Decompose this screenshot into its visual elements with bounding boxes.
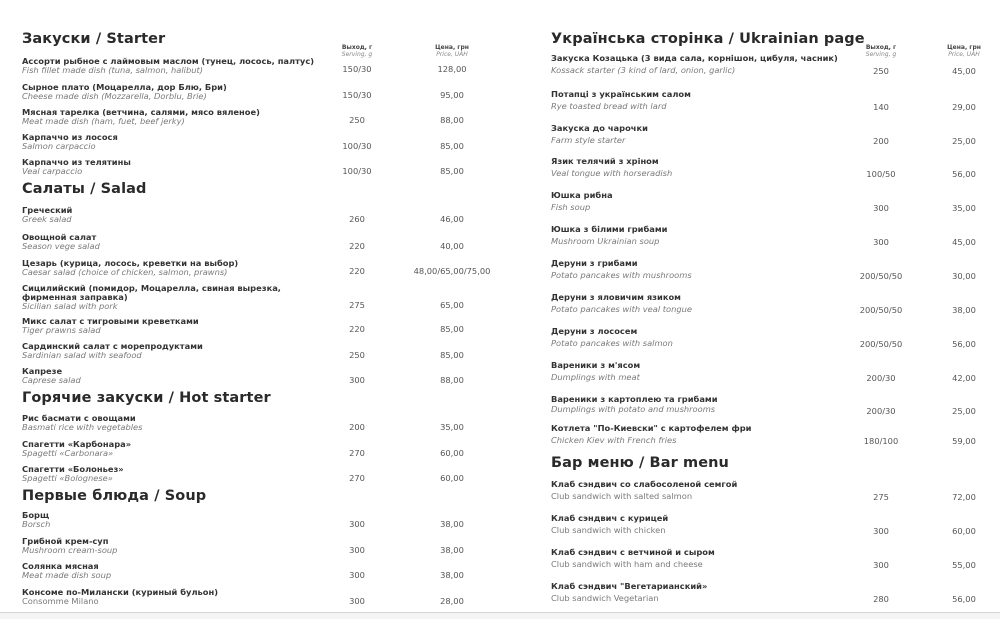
item-serving: 200 xyxy=(873,136,889,146)
item-name-en: Basmati rice with vegetables xyxy=(22,422,143,432)
menu-item xyxy=(22,233,492,251)
item-name-en: Caesar salad (choice of chicken, salmon, prawns) xyxy=(22,267,228,277)
item-name-en: Spagetti «Bolognese» xyxy=(22,473,113,483)
item-name: Котлета "По-Киевски" с картофелем фри xyxy=(551,423,752,433)
item-name: Деруни з яловичим язиком xyxy=(551,292,681,302)
item-name: Грибной крем-суп xyxy=(22,536,109,546)
item-name-en: Potato pancakes with salmon xyxy=(551,338,673,348)
item-price: 128,00 xyxy=(437,64,467,74)
item-name: Консоме по-Милански (куриный бульон) xyxy=(22,587,219,597)
item-name: Деруни з грибами xyxy=(551,258,638,268)
item-price: 85,00 xyxy=(440,324,464,334)
item-name-en: Caprese salad xyxy=(22,375,81,385)
item-name-en: Sardinian salad with seafood xyxy=(22,350,142,360)
item-name: Клаб сэндвич с ветчиной и сыром xyxy=(551,547,715,557)
serving-column-header xyxy=(322,44,392,58)
menu-item xyxy=(22,465,492,483)
item-price: 88,00 xyxy=(440,115,464,125)
item-name-en: Fish soup xyxy=(551,202,591,212)
menu-item xyxy=(551,395,991,414)
item-name: Клаб сэндвич "Вегетарианский» xyxy=(551,581,708,591)
menu-item xyxy=(22,440,492,458)
item-price: 72,00 xyxy=(952,492,976,502)
item-name-en: Cheese made dish (Mozzarella, Dorblu, Brie) xyxy=(22,91,207,101)
section-heading-hot-starter: Горячие закуски / Hot starter xyxy=(22,390,271,406)
menu-item xyxy=(551,54,991,75)
section-heading-soup: Первые блюда / Soup xyxy=(22,488,207,504)
item-name-en: Mushroom cream-soup xyxy=(22,545,118,555)
menu-item xyxy=(22,83,492,101)
price-header-en: Price, UAH xyxy=(436,51,468,58)
item-price: 85,00 xyxy=(440,350,464,360)
item-serving: 275 xyxy=(873,492,889,502)
item-serving: 200/30 xyxy=(866,373,896,383)
item-serving: 300 xyxy=(349,570,365,580)
item-name-line2: фирменная заправка) xyxy=(22,292,128,302)
menu-item xyxy=(551,548,991,569)
serving-header-en: Serving, g xyxy=(865,51,897,58)
item-serving: 275 xyxy=(349,300,365,310)
item-name-en: Consomme Milano xyxy=(22,596,99,606)
item-name: Спагетти «Болоньез» xyxy=(22,464,124,474)
price-header-en: Price, UAH xyxy=(948,51,980,58)
menu-item xyxy=(22,284,492,311)
item-name-en: Rye toasted bread with lard xyxy=(551,101,667,111)
item-name-en: Veal carpaccio xyxy=(22,166,83,176)
item-serving: 220 xyxy=(349,266,365,276)
item-price: 85,00 xyxy=(440,166,464,176)
item-name: Овощной салат xyxy=(22,232,97,242)
item-name: Деруни з лососем xyxy=(551,326,638,336)
item-name-en: Sicilian salad with pork xyxy=(22,301,118,311)
item-price: 60,00 xyxy=(440,473,464,483)
serving-header-ru: Выход, г xyxy=(865,44,897,51)
menu-item xyxy=(551,124,991,145)
item-serving: 220 xyxy=(349,324,365,334)
item-name: Клаб сэндвич со слабосоленой семгой xyxy=(551,479,738,489)
item-price: 56,00 xyxy=(952,169,976,179)
menu-item xyxy=(22,537,492,555)
menu-item xyxy=(551,157,991,178)
item-name-en: Club sandwich Vegetarian xyxy=(551,593,659,603)
item-price: 30,00 xyxy=(952,271,976,281)
item-price: 56,00 xyxy=(952,594,976,604)
item-price: 25,00 xyxy=(952,136,976,146)
item-name: Потапці з українським салом xyxy=(551,89,691,99)
item-name: Юшка рибна xyxy=(551,190,613,200)
item-name: Сардинский салат с морепродуктами xyxy=(22,341,203,351)
item-name-en: Dumplings with potato and mushrooms xyxy=(551,404,716,414)
item-name: Ассорти рыбное с лаймовым маслом (тунец, лосось, палтус) xyxy=(22,56,315,66)
item-price: 42,00 xyxy=(952,373,976,383)
item-name-en: Meat made dish (ham, fuet, beef jerky) xyxy=(22,116,185,126)
item-price: 48,00/65,00/75,00 xyxy=(413,266,491,276)
item-name-en: Kossack starter (3 kind of lard, onion, garlic) xyxy=(551,65,736,75)
item-price: 59,00 xyxy=(952,436,976,446)
item-name: Карпаччо из лосося xyxy=(22,132,118,142)
menu-item xyxy=(551,327,991,348)
item-name-en: Borsch xyxy=(22,519,51,529)
item-name: Сырное плато (Моцарелла, дор Блю, Бри) xyxy=(22,82,227,92)
item-price: 45,00 xyxy=(952,66,976,76)
item-name-en: Salmon carpaccio xyxy=(22,141,96,151)
serving-header-ru: Выход, г xyxy=(341,44,373,51)
item-name: Рис басмати с овощами xyxy=(22,413,136,423)
serving-header-en: Serving, g xyxy=(341,51,373,58)
item-serving: 150/30 xyxy=(342,64,372,74)
item-serving: 250 xyxy=(349,350,365,360)
item-name-en: Season vege salad xyxy=(22,241,100,251)
item-name: Греческий xyxy=(22,205,73,215)
item-serving: 300 xyxy=(873,237,889,247)
menu-item xyxy=(551,361,991,382)
item-name: Закуска до чарочки xyxy=(551,123,648,133)
menu-item xyxy=(22,511,492,529)
item-name: Сицилийский (помидор, Моцарелла, свиная вырезка, xyxy=(22,283,281,293)
menu-item xyxy=(551,480,991,501)
item-price: 55,00 xyxy=(952,560,976,570)
menu-item xyxy=(22,317,492,335)
item-price: 45,00 xyxy=(952,237,976,247)
item-price: 35,00 xyxy=(440,422,464,432)
price-header-ru: Цена, грн xyxy=(947,44,981,51)
menu-item xyxy=(22,414,492,432)
item-name-en: Club sandwich with ham and cheese xyxy=(551,559,703,569)
item-price: 40,00 xyxy=(440,241,464,251)
item-name-en: Fish fillet made dish (tuna, salmon, halibut) xyxy=(22,65,203,75)
item-name: Солянка мясная xyxy=(22,561,99,571)
item-serving: 150/30 xyxy=(342,90,372,100)
menu-item xyxy=(22,342,492,360)
item-name-en: Meat made dish soup xyxy=(22,570,112,580)
item-price: 65,00 xyxy=(440,300,464,310)
item-name: Капрезе xyxy=(22,366,63,376)
page-bottom-strip xyxy=(0,613,1000,619)
menu-item xyxy=(551,90,991,111)
item-name: Мясная тарелка (ветчина, салями, мясо вяленое) xyxy=(22,107,260,117)
item-serving: 100/30 xyxy=(342,141,372,151)
item-name-en: Club sandwich with salted salmon xyxy=(551,491,693,501)
item-serving: 270 xyxy=(349,473,365,483)
item-price: 25,00 xyxy=(952,406,976,416)
item-name-en: Dumplings with meat xyxy=(551,372,640,382)
item-name: Спагетти «Карбонара» xyxy=(22,439,132,449)
item-name: Борщ xyxy=(22,510,50,520)
menu-item xyxy=(22,259,492,277)
item-price: 46,00 xyxy=(440,214,464,224)
item-name: Клаб сэндвич с курицей xyxy=(551,513,669,523)
item-price: 88,00 xyxy=(440,375,464,385)
item-name: Язик телячий з хріном xyxy=(551,156,659,166)
item-name-en: Tiger prawns salad xyxy=(22,325,101,335)
menu-item xyxy=(551,424,991,445)
menu-item xyxy=(22,57,492,75)
section-heading-ukrainian-page: Українська сторінка / Ukrainian page xyxy=(551,31,865,47)
item-serving: 100/30 xyxy=(342,166,372,176)
item-price: 28,00 xyxy=(440,596,464,606)
item-serving: 300 xyxy=(873,526,889,536)
menu-item xyxy=(22,158,492,176)
item-name: Цезарь (курица, лосось, креветки на выбор) xyxy=(22,258,239,268)
menu-item xyxy=(551,191,991,212)
menu-item xyxy=(551,293,991,314)
item-serving: 250 xyxy=(349,115,365,125)
item-price: 38,00 xyxy=(440,570,464,580)
price-column-header xyxy=(402,44,502,58)
item-serving: 270 xyxy=(349,448,365,458)
item-price: 85,00 xyxy=(440,141,464,151)
menu-item xyxy=(551,582,991,603)
item-serving: 140 xyxy=(873,102,889,112)
item-serving: 180/100 xyxy=(863,436,899,446)
item-name-en: Mushroom Ukrainian soup xyxy=(551,236,660,246)
menu-item xyxy=(22,133,492,151)
item-serving: 250 xyxy=(873,66,889,76)
menu-item xyxy=(22,206,492,224)
section-heading-salad: Салаты / Salad xyxy=(22,181,147,197)
item-name-en: Farm style starter xyxy=(551,135,626,145)
item-name: Карпаччо из телятины xyxy=(22,157,131,167)
item-serving: 200/50/50 xyxy=(859,339,903,349)
item-serving: 300 xyxy=(873,560,889,570)
menu-item xyxy=(551,225,991,246)
item-name-en: Potato pancakes with mushrooms xyxy=(551,270,692,280)
item-name-en: Chicken Kiev with French fries xyxy=(551,435,677,445)
item-price: 38,00 xyxy=(952,305,976,315)
menu-item xyxy=(22,108,492,126)
item-name: Вареники з м'ясом xyxy=(551,360,641,370)
price-header-ru: Цена, грн xyxy=(435,44,469,51)
menu-item xyxy=(22,588,492,606)
item-price: 38,00 xyxy=(440,519,464,529)
item-price: 60,00 xyxy=(440,448,464,458)
item-serving: 200/50/50 xyxy=(859,305,903,315)
item-name-en: Greek salad xyxy=(22,214,72,224)
section-heading-bar-menu: Бар меню / Bar menu xyxy=(551,455,729,471)
item-price: 56,00 xyxy=(952,339,976,349)
menu-item xyxy=(551,259,991,280)
item-price: 60,00 xyxy=(952,526,976,536)
menu-item xyxy=(551,514,991,535)
item-serving: 300 xyxy=(349,596,365,606)
item-name-en: Potato pancakes with veal tongue xyxy=(551,304,693,314)
item-serving: 200/30 xyxy=(866,406,896,416)
item-serving: 300 xyxy=(873,203,889,213)
item-price: 29,00 xyxy=(952,102,976,112)
item-price: 38,00 xyxy=(440,545,464,555)
item-name-en: Veal tongue with horseradish xyxy=(551,168,673,178)
item-price: 35,00 xyxy=(952,203,976,213)
item-name: Юшка з білими грибами xyxy=(551,224,668,234)
item-serving: 280 xyxy=(873,594,889,604)
item-name: Микс салат с тигровыми креветками xyxy=(22,316,199,326)
item-serving: 260 xyxy=(349,214,365,224)
item-serving: 300 xyxy=(349,519,365,529)
menu-item xyxy=(22,562,492,580)
item-serving: 300 xyxy=(349,545,365,555)
item-name: Вареники з картоплею та грибами xyxy=(551,394,718,404)
item-price: 95,00 xyxy=(440,90,464,100)
item-serving: 220 xyxy=(349,241,365,251)
item-serving: 200 xyxy=(349,422,365,432)
item-serving: 200/50/50 xyxy=(859,271,903,281)
item-serving: 100/50 xyxy=(866,169,896,179)
item-serving: 300 xyxy=(349,375,365,385)
section-heading-starter: Закуски / Starter xyxy=(22,31,166,47)
item-name-en: Spagetti «Carbonara» xyxy=(22,448,114,458)
item-name: Закуска Козацька (3 вида сала, корнішон, цибуля, часник) xyxy=(551,53,838,63)
item-name-en: Club sandwich with chicken xyxy=(551,525,666,535)
menu-item xyxy=(22,367,492,385)
